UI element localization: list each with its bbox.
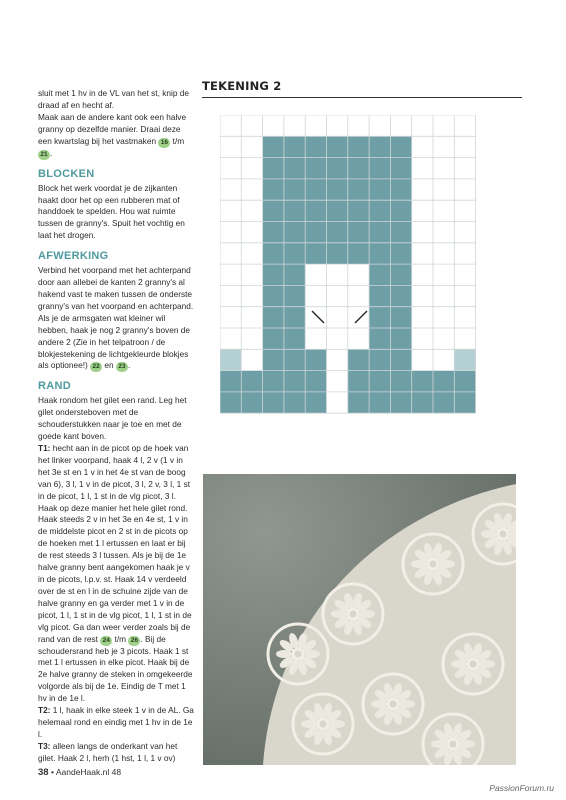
watermark: PassionForum.ru	[489, 783, 554, 793]
step-badge: 16	[158, 138, 170, 148]
granny-block	[348, 136, 369, 157]
granny-block	[327, 158, 348, 179]
granny-block	[263, 392, 284, 413]
drawing-title: TEKENING 2	[202, 79, 282, 93]
section-heading-blocken: BLOCKEN	[38, 167, 95, 180]
granny-block	[369, 158, 390, 179]
granny-block	[369, 307, 390, 328]
instructions-column	[38, 88, 196, 765]
granny-block	[433, 392, 454, 413]
granny-block	[305, 222, 326, 243]
granny-block	[284, 222, 305, 243]
granny-block	[305, 392, 326, 413]
granny-block	[284, 200, 305, 221]
granny-block	[390, 222, 411, 243]
granny-block	[369, 328, 390, 349]
granny-block	[327, 243, 348, 264]
granny-block	[369, 179, 390, 200]
granny-block	[348, 179, 369, 200]
granny-block	[327, 222, 348, 243]
granny-block	[369, 243, 390, 264]
granny-block	[241, 392, 262, 413]
granny-block	[263, 328, 284, 349]
optional-granny-block	[454, 349, 475, 370]
granny-block	[348, 200, 369, 221]
granny-block	[348, 158, 369, 179]
granny-block	[369, 136, 390, 157]
granny-block	[305, 179, 326, 200]
granny-block	[284, 307, 305, 328]
paragraph: Haak rondom het gilet een rand. Leg het gilet ondersteboven met de schouderstukken naar je toe en met de goede kant boven.	[38, 395, 187, 442]
armhole-diagonal-left	[312, 311, 324, 323]
granny-block	[369, 222, 390, 243]
granny-block	[348, 222, 369, 243]
granny-block	[390, 349, 411, 370]
granny-block	[369, 392, 390, 413]
granny-block	[369, 200, 390, 221]
granny-block	[390, 264, 411, 285]
granny-block	[284, 371, 305, 392]
granny-block	[263, 307, 284, 328]
paragraph: T2: 1 l, haak in elke steek 1 v in de AL. Ga helemaal rond en eindig met 1 hv in de 1e l.	[38, 705, 194, 739]
granny-block	[284, 179, 305, 200]
paragraph: Maak aan de andere kant ook een halve granny op dezelfde manier. Draai deze een kwartslag bij het vastmaken 16 t/m 21 .	[38, 111, 187, 158]
granny-block	[263, 136, 284, 157]
paragraph: Block het werk voordat je de zijkanten haakt door het op een rubberen mat of handdoek te spelden. Hou wat ruimte tussen de granny's. Spuit het vochtig en laat het drogen.	[38, 182, 185, 241]
page-footer: 38 • AandeHaak.nl 48	[38, 767, 122, 778]
paragraph: T1: hecht aan in de picot op de hoek van het linker voorpand, haak 4 l, 2 v (1 v in het 3e st en 1 v in het 4e st van de boog van 6), 3 l, 1 v in de picot, 3 l, 2 v, 3 l, 1 st in de picot, 1 l, 1 st in de vlg picot, 3 l. Haak op deze manier het hele gilet rond. Haak steeds 2 v in het 3e en 4e st, 1 v in de middelste picot en 2 st in de picots op de hoeken met 1 l ertussen en laat er bij de rest steeds 3 l tussen. Als je bij de 1e halve granny bent aangekomen haak je v in de picots, l.p.v. st. Haak 14 v verdeeld over de st en l in de schuine zijde van de halve granny en ga verder met 1 v in de picot, 1 l, 1 st in de vlg picot, 1 l, 1 st in de vlg picot. Ga dan weer verder zoals bij de rand van de rest 24 t/m 26 . Bij de schoudersrand heb je 3 picots. Haak 1 st met 1 l ertussen in elke picot. Haak bij de 2e halve granny de steken in omgekeerde volgorde als bij de 1e. Eindig de T met 1 hv in de 1e l.	[38, 443, 193, 704]
granny-block	[284, 158, 305, 179]
granny-block	[390, 179, 411, 200]
granny-block	[390, 392, 411, 413]
granny-block	[305, 200, 326, 221]
granny-block	[348, 243, 369, 264]
granny-block	[348, 349, 369, 370]
step-badge: 24	[100, 636, 112, 646]
granny-block	[327, 179, 348, 200]
granny-block	[305, 136, 326, 157]
granny-block	[284, 349, 305, 370]
granny-block	[390, 243, 411, 264]
granny-block	[305, 158, 326, 179]
crochet-lace-image	[203, 474, 516, 765]
granny-block	[369, 285, 390, 306]
granny-block	[390, 307, 411, 328]
page-number: 38	[38, 767, 49, 778]
optional-granny-block	[220, 349, 241, 370]
granny-block	[263, 179, 284, 200]
granny-block	[263, 349, 284, 370]
granny-block	[327, 200, 348, 221]
paragraph: T3: alleen langs de onderkant van het gilet. Haak 2 l, herh (1 hst, 1 l, 1 v ov)	[38, 740, 178, 763]
crochet-photo	[203, 474, 516, 765]
granny-block	[284, 243, 305, 264]
granny-block	[284, 392, 305, 413]
granny-block	[327, 136, 348, 157]
granny-block	[263, 264, 284, 285]
granny-block	[412, 371, 433, 392]
divider	[202, 97, 522, 98]
granny-block	[348, 371, 369, 392]
section-heading-rand: RAND	[38, 380, 71, 393]
granny-block	[454, 371, 475, 392]
granny-block	[284, 285, 305, 306]
armhole-diagonal-right	[355, 311, 367, 323]
granny-block	[390, 158, 411, 179]
granny-block	[241, 371, 262, 392]
granny-block	[369, 349, 390, 370]
granny-block	[305, 371, 326, 392]
granny-block	[284, 328, 305, 349]
step-badge: 21	[38, 150, 50, 160]
granny-block	[263, 222, 284, 243]
paragraph: sluit met 1 hv in de VL van het st, knip de draad af en hecht af.	[38, 88, 189, 110]
magazine-name: AandeHaak.nl 48	[55, 767, 122, 777]
granny-block	[390, 200, 411, 221]
granny-block	[390, 136, 411, 157]
granny-block	[305, 349, 326, 370]
step-badge: 23	[116, 362, 128, 372]
granny-block	[390, 371, 411, 392]
granny-block	[454, 392, 475, 413]
section-heading-afwerking: AFWERKING	[38, 250, 109, 263]
granny-block	[433, 371, 454, 392]
granny-block	[220, 371, 241, 392]
block-grid-diagram	[220, 115, 505, 415]
granny-block	[305, 243, 326, 264]
granny-block	[348, 392, 369, 413]
granny-block	[412, 392, 433, 413]
granny-block	[263, 200, 284, 221]
step-badge: 26	[128, 636, 140, 646]
granny-block	[220, 392, 241, 413]
granny-block	[263, 371, 284, 392]
granny-block	[263, 243, 284, 264]
granny-block	[284, 136, 305, 157]
granny-block	[263, 158, 284, 179]
granny-block	[369, 371, 390, 392]
granny-block	[390, 328, 411, 349]
granny-block	[369, 264, 390, 285]
granny-block	[263, 285, 284, 306]
paragraph: Verbind het voorpand met het achterpand door aan allebei de kanten 2 granny's al hakend vast te maken tussen de onderste granny's van het voorpand en achterpand. Als je de armsgaten wat kleiner wil hebben, haak je nog 2 granny's boven de andere 2 (Zie in het telpatroon / de blokjestekening de lichtgekleurde blokjes als optionee!) 22 en 23 .	[38, 265, 194, 371]
step-badge: 22	[90, 362, 102, 372]
granny-block	[390, 285, 411, 306]
granny-block	[284, 264, 305, 285]
